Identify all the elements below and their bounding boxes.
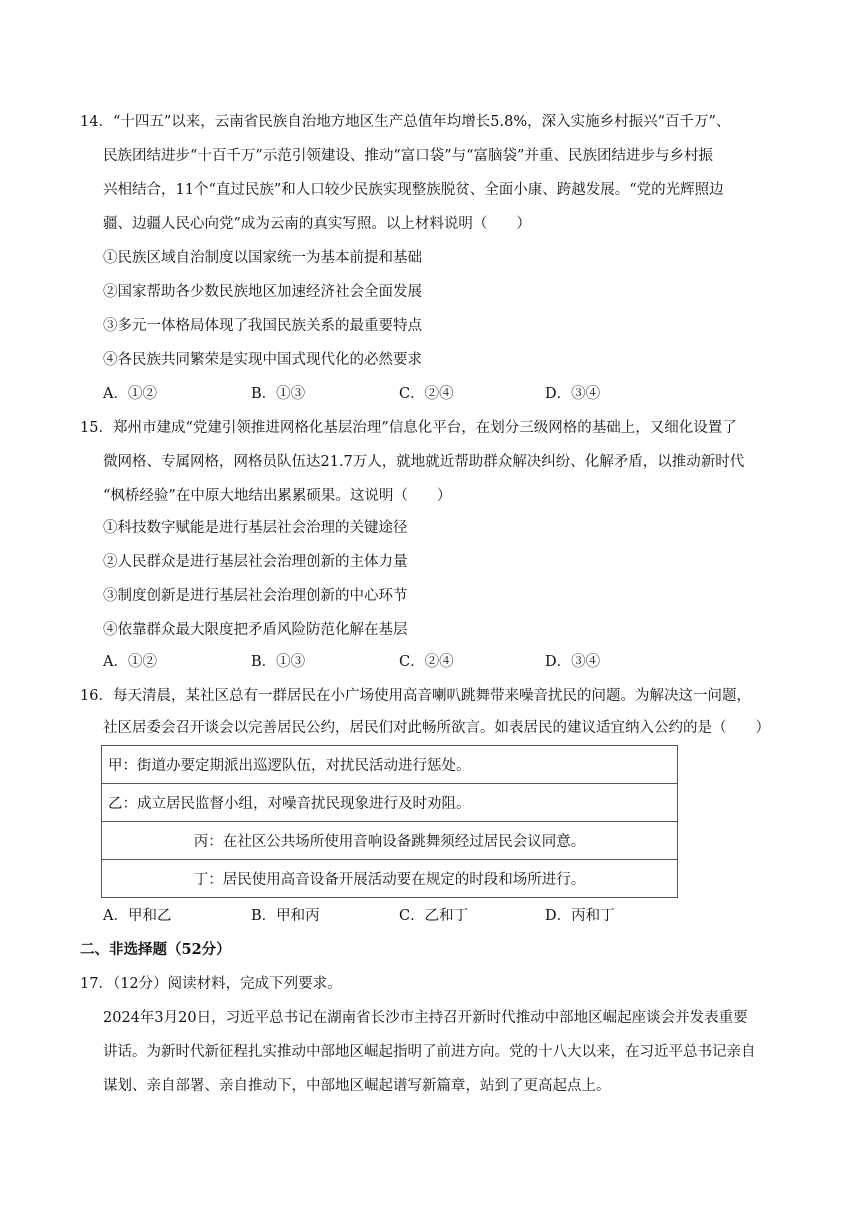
table-row — [102, 822, 678, 860]
q15-option-a[interactable]: A．①② — [103, 654, 157, 670]
q17-material-line-1: 2024年3月20日，习近平总书记在湖南省长沙市主持召开新时代推动中部地区崛起座谈会并发表重要 — [103, 1010, 748, 1026]
q14-statement-4: ④各民族共同繁荣是实现中国式现代化的必然要求 — [103, 352, 422, 368]
table-row — [102, 784, 678, 822]
q14-stem-line-4: 疆、边疆人民心向党”成为云南的真实写照。以上材料说明（ ） — [103, 216, 531, 232]
q15-stem-line-2: 微网格、专属网格，网格员队伍达21.7万人，就地就近帮助群众解决纠纷、化解矛盾，以推动新时代 — [103, 454, 745, 470]
table-row — [102, 746, 678, 784]
q15-options — [103, 652, 743, 672]
section-heading: 二、非选择题（52分） — [80, 941, 231, 958]
q17-material-line-3: 谋划、亲自部署、亲自推动下，中部地区崛起谱写新篇章，站到了更高起点上。 — [103, 1078, 611, 1094]
q14-stem-line-3: 兴相结合，11个“直过民族”和人口较少民族实现整族脱贫、全面小康、跨越发展。“党的光辉照边 — [103, 182, 724, 198]
q14-stem-line-1: 14．“十四五”以来，云南省民族自治地方地区生产总值年均增长5.8%，深入实施乡村振兴“百千万”、 — [80, 114, 731, 130]
q15-option-b[interactable]: B．①③ — [251, 654, 306, 670]
q16-stem-line-2: 社区居委会召开谈会以完善居民公约，居民们对此畅所欲言。如表居民的建议适宜纳入公约的是（ ） — [103, 720, 770, 736]
q15-statement-4: ④依靠群众最大限度把矛盾风险防范化解在基层 — [103, 622, 408, 638]
q14-option-b[interactable]: B．①③ — [251, 386, 306, 402]
q15-option-d[interactable]: D．③④ — [545, 654, 601, 670]
q14-statement-3: ③多元一体格局体现了我国民族关系的最重要特点 — [103, 318, 422, 334]
suggestions-table — [101, 745, 678, 898]
q14-option-c[interactable]: C．②④ — [399, 386, 454, 402]
suggestion-jia: 甲：街道办要定期派出巡逻队伍，对扰民活动进行惩处。 — [102, 746, 678, 784]
q14-stem-line-2: 民族团结进步“十百千万”示范引领建设、推动“富口袋”与“富脑袋”并重、民族团结进步与乡村振 — [103, 148, 713, 164]
q14-option-a[interactable]: A．①② — [103, 386, 157, 402]
q14-statement-2: ②国家帮助各少数民族地区加速经济社会全面发展 — [103, 284, 422, 300]
table-row — [102, 860, 678, 898]
q16-options — [103, 906, 743, 926]
q14-statement-1: ①民族区域自治制度以国家统一为基本前提和基础 — [103, 250, 422, 266]
q15-stem-line-1: 15．郑州市建成“党建引领推进网格化基层治理”信息化平台，在划分三级网格的基础上，又细化设置了 — [80, 420, 737, 436]
q17-material-line-2: 讲话。为新时代新征程扎实推动中部地区崛起指明了前进方向。党的十八大以来，在习近平总书记亲自 — [103, 1044, 756, 1060]
q14-option-d[interactable]: D．③④ — [545, 386, 601, 402]
q16-stem-line-1: 16．每天清晨，某社区总有一群居民在小广场使用高音喇叭跳舞带来噪音扰民的问题。为解决这一问题， — [80, 688, 751, 704]
q16-option-a[interactable]: A．甲和乙 — [103, 908, 172, 924]
q17-intro: 17．（12分）阅读材料，完成下列要求。 — [80, 976, 342, 992]
q15-statement-3: ③制度创新是进行基层社会治理创新的中心环节 — [103, 588, 408, 604]
q15-statement-2: ②人民群众是进行基层社会治理创新的主体力量 — [103, 554, 408, 570]
q16-option-b[interactable]: B．甲和丙 — [251, 908, 320, 924]
suggestion-yi: 乙：成立居民监督小组，对噪音扰民现象进行及时劝阻。 — [102, 784, 678, 822]
q16-option-c[interactable]: C．乙和丁 — [399, 908, 469, 924]
q14-options — [103, 384, 743, 404]
q15-option-c[interactable]: C．②④ — [399, 654, 454, 670]
q15-statement-1: ①科技数字赋能是进行基层社会治理的关键途径 — [103, 520, 408, 536]
suggestion-ding: 丁：居民使用高音设备开展活动要在规定的时段和场所进行。 — [102, 860, 678, 898]
q15-stem-line-3: “枫桥经验”在中原大地结出累累硕果。这说明（ ） — [103, 488, 452, 504]
q16-option-d[interactable]: D．丙和丁 — [545, 908, 615, 924]
suggestion-bing: 丙：在社区公共场所使用音响设备跳舞须经过居民会议同意。 — [102, 822, 678, 860]
